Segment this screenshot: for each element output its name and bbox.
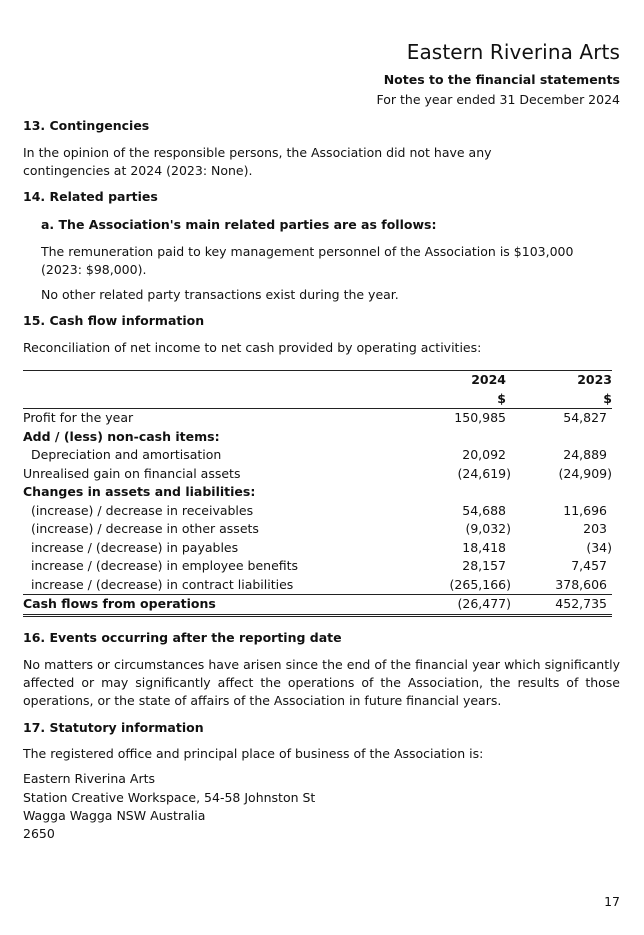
note-13-heading: 13. Contingencies (23, 118, 150, 133)
organisation-name: Eastern Riverina Arts (406, 40, 620, 64)
note-14-subheading: a. The Association's main related parties are as follows: (41, 217, 437, 232)
page-number: 17 (604, 894, 620, 909)
address-line: Station Creative Workspace, 54-58 Johnston St (23, 790, 316, 805)
year-2023-header: 2023 (511, 371, 612, 390)
note-14-text-2: No other related party transactions exist during the year. (41, 287, 399, 302)
note-16-text: No matters or circumstances have arisen since the end of the financial year which significantly affected or may significantly affect the operations of the Association, the results of those operations, or the state of affairs of the Association in future financial years. (23, 657, 620, 708)
note-14-heading: 14. Related parties (23, 189, 158, 204)
note-17-intro: The registered office and principal place of business of the Association is: (23, 746, 484, 761)
table-row: Unrealised gain on financial assets (24,619) (24,909) (23, 465, 612, 481)
currency-2024: $ (411, 390, 511, 409)
table-header-currency (23, 390, 612, 409)
address-line: Eastern Riverina Arts (23, 771, 155, 786)
table-row: increase / (decrease) in contract liabilities (265,166) 378,606 (31, 576, 607, 592)
note-16-heading: 16. Events occurring after the reporting date (23, 630, 342, 645)
note-17-heading: 17. Statutory information (23, 720, 204, 735)
document-subtitle: Notes to the financial statements (383, 72, 620, 87)
table-row: (increase) / decrease in other assets (9,032) 203 (31, 521, 607, 536)
note-14-text-1: The remuneration paid to key management personnel of the Association is $103,000 (2023: $98,000). (41, 244, 574, 277)
table-row: increase / (decrease) in employee benefits 28,157 7,457 (31, 558, 607, 573)
table-row: Profit for the year 150,985 54,827 (23, 410, 607, 425)
table-row: Depreciation and amortisation 20,092 24,889 (31, 447, 607, 462)
reporting-period: For the year ended 31 December 2024 (376, 92, 620, 107)
table-row: Changes in assets and liabilities: (23, 484, 256, 499)
table-row: increase / (decrease) in payables 18,418 (34) (31, 539, 612, 555)
cash-flow-table (23, 370, 612, 617)
table-row: Add / (less) non-cash items: (23, 428, 220, 444)
note-15-heading: 15. Cash flow information (23, 313, 205, 328)
note-15-intro: Reconciliation of net income to net cash provided by operating activities: (23, 340, 482, 355)
address-line: Wagga Wagga NSW Australia (23, 808, 206, 823)
year-2024-header: 2024 (411, 371, 511, 390)
address-line: 2650 (23, 826, 55, 841)
table-row: (increase) / decrease in receivables 54,688 11,696 (31, 502, 607, 518)
table-total-row: Cash flows from operations (26,477) 452,735 (23, 595, 612, 616)
currency-2023: $ (511, 390, 612, 409)
table-header-years (23, 371, 612, 390)
note-13-text: In the opinion of the responsible persons, the Association did not have any contingencies at 2024 (2023: None). (23, 145, 492, 178)
